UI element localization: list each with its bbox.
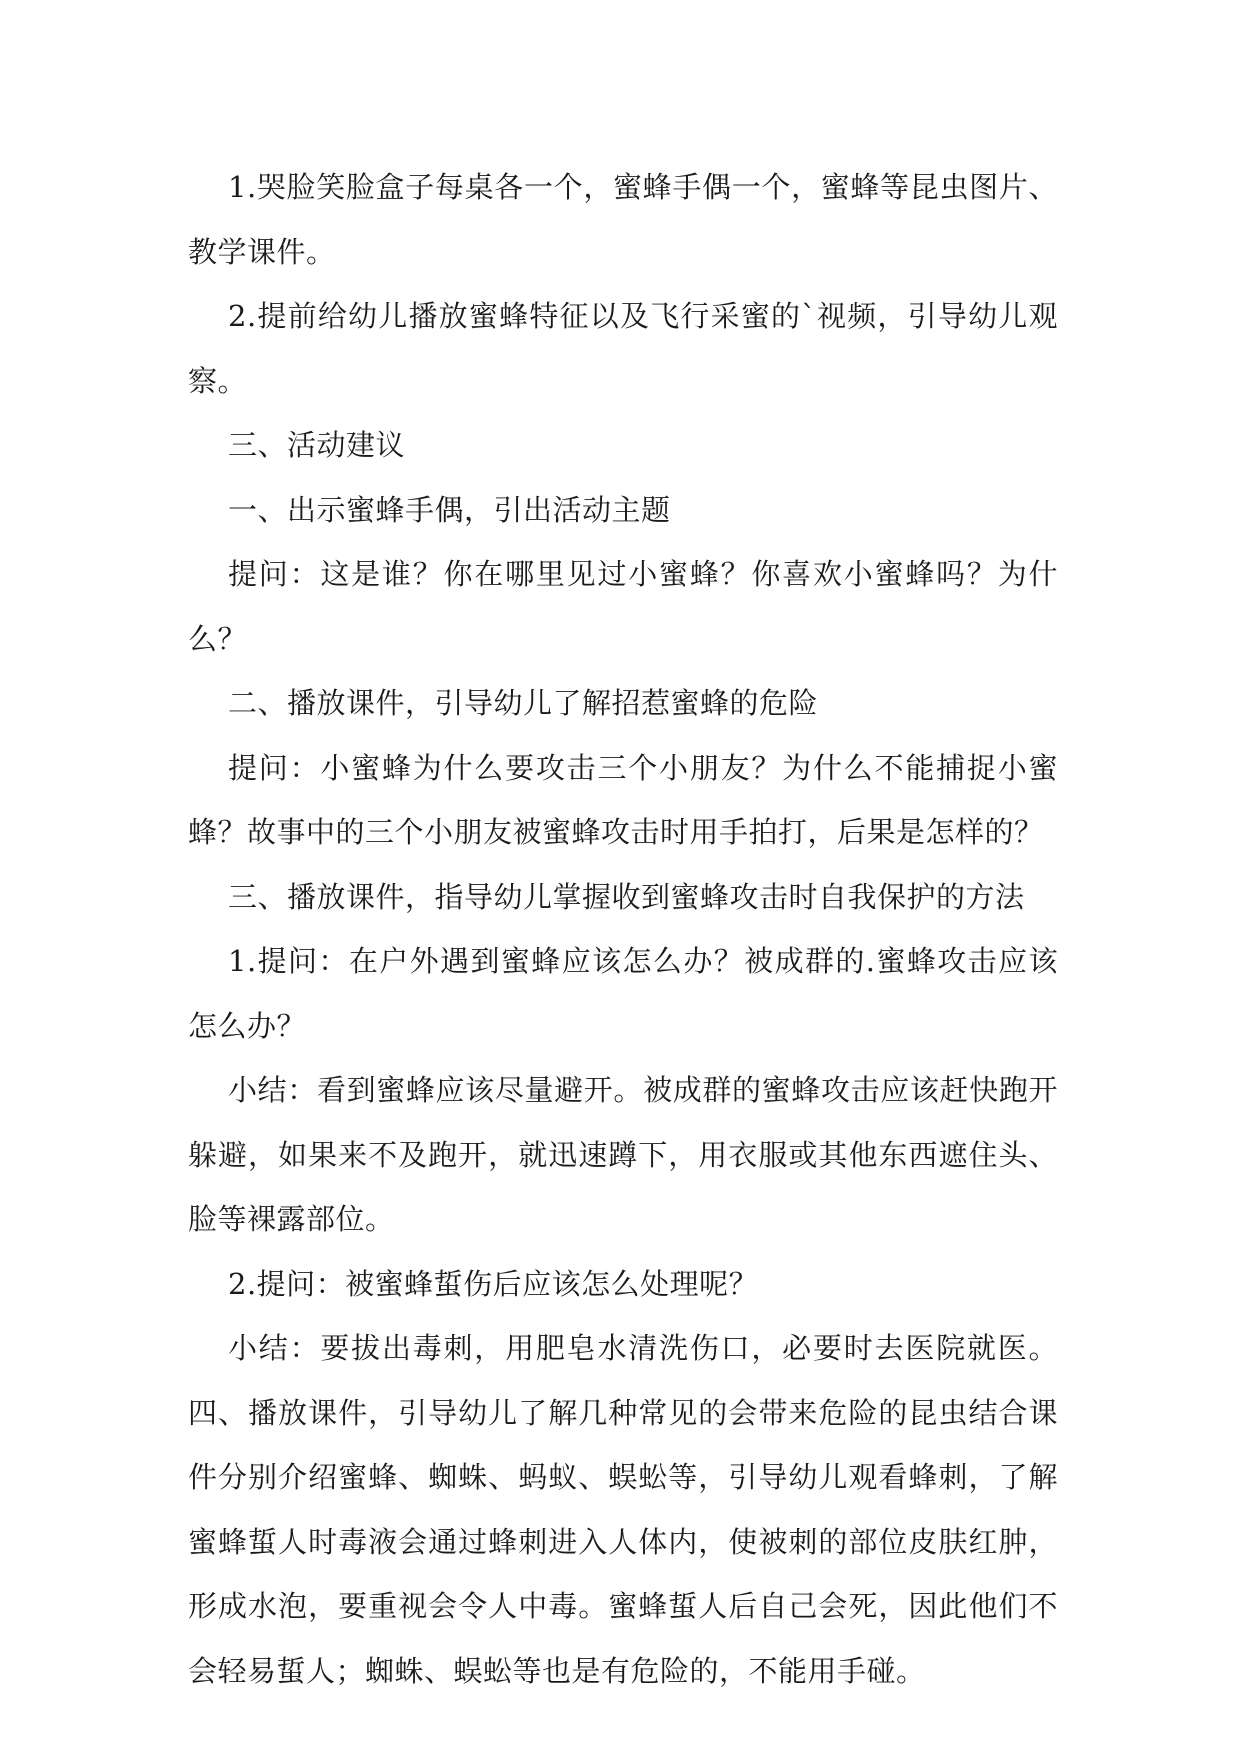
document-body — [188, 155, 1058, 1703]
step-heading-2: 二、播放课件，引导幼儿了解招惹蜜蜂的危险 — [228, 686, 819, 720]
paragraph-materials-1: 1.哭脸笑脸盒子每桌各一个，蜜蜂手偶一个，蜜蜂等昆虫图片、教学课件。 — [188, 170, 1058, 269]
question-1: 提问：这是谁？你在哪里见过小蜜蜂？你喜欢小蜜蜂吗？为什么？ — [188, 557, 1058, 656]
question-2: 提问：小蜜蜂为什么要攻击三个小朋友？为什么不能捕捉小蜜蜂？故事中的三个小朋友被蜜蜂攻击时用手拍打，后果是怎样的？ — [188, 750, 1058, 849]
question-4: 2.提问：被蜜蜂蜇伤后应该怎么处理呢？ — [228, 1266, 759, 1301]
step-heading-3: 三、播放课件，指导幼儿掌握收到蜜蜂攻击时自我保护的方法 — [228, 879, 1025, 914]
summary-1: 小结：看到蜜蜂应该尽量避开。被成群的蜜蜂攻击应该赶快跑开躲避，如果来不及跑开，就迅速蹲下，用衣服或其他东西遮住头、脸等裸露部位。 — [188, 1073, 1058, 1236]
question-3: 1.提问：在户外遇到蜜蜂应该怎么办？被成群的.蜜蜂攻击应该怎么办？ — [188, 944, 1058, 1043]
paragraph-materials-2: 2.提前给幼儿播放蜜蜂特征以及飞行采蜜的`视频，引导幼儿观察。 — [188, 299, 1058, 398]
summary-2: 小结：要拔出毒刺，用肥皂水清洗伤口，必要时去医院就医。四、播放课件，引导幼儿了解几种常见的会带来危险的昆虫结合课件分别介绍蜜蜂、蜘蛛、蚂蚁、蜈蚣等，引导幼儿观看蜂刺，了解蜜蜂蜇人时毒液会通过蜂刺进入人体内，使被刺的部位皮肤红肿，形成水泡，要重视会令人中毒。蜜蜂蜇人后自己会死，因此他们不会轻易蜇人；蜘蛛、蜈蚣等也是有危险的，不能用手碰。 — [188, 1331, 1058, 1688]
section-heading-activity-suggestions: 三、活动建议 — [228, 428, 406, 462]
step-heading-1: 一、出示蜜蜂手偶，引出活动主题 — [228, 492, 671, 527]
